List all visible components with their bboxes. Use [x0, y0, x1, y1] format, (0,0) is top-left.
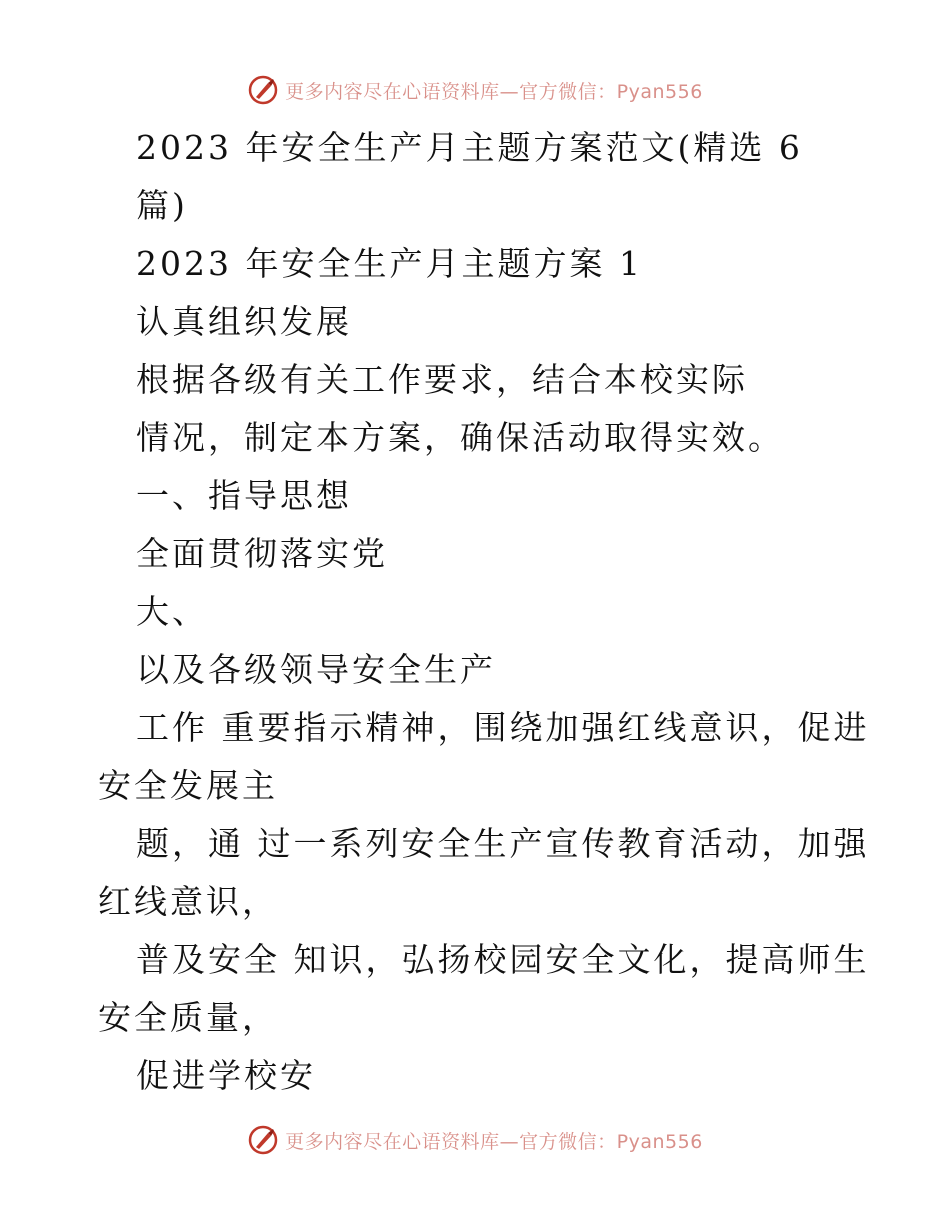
paragraph-line: 安全发展主: [98, 766, 278, 805]
paragraph-line: 根据各级有关工作要求，结合本校实际: [136, 360, 748, 399]
header-banner: [0, 70, 950, 110]
quill-seal-icon: [247, 74, 279, 106]
paragraph-line: 以及各级领导安全生产: [136, 650, 496, 689]
footer-banner-text: 更多内容尽在心语资料库—官方微信：Pyan556: [285, 1130, 703, 1153]
paragraph-line: 工作 重要指示精神，围绕加强红线意识，促进: [136, 708, 870, 747]
paragraph-line: 全面贯彻落实党: [136, 534, 388, 573]
section-heading: 一、指导思想: [136, 476, 352, 515]
quill-seal-icon: [247, 1124, 279, 1156]
paragraph-line: 促进学校安: [136, 1056, 316, 1095]
paragraph-line: 红线意识，: [98, 882, 278, 921]
document-title-line: 篇): [136, 186, 188, 225]
document-title-line: 2023 年安全生产月主题方案范文(精选 6: [136, 128, 803, 167]
paragraph-line: 情况，制定本方案，确保活动取得实效。: [136, 418, 784, 457]
paragraph-line: 题，通 过一系列安全生产宣传教育活动，加强: [136, 824, 870, 863]
header-banner-text: 更多内容尽在心语资料库—官方微信：Pyan556: [285, 80, 703, 103]
paragraph-line: 认真组织发展: [136, 302, 352, 341]
paragraph-line: 大、: [136, 592, 208, 631]
footer-banner: [0, 1120, 950, 1160]
section-heading: 2023 年安全生产月主题方案 1: [136, 244, 643, 283]
paragraph-line: 安全质量，: [98, 998, 278, 1037]
paragraph-line: 普及安全 知识，弘扬校园安全文化，提高师生: [136, 940, 870, 979]
